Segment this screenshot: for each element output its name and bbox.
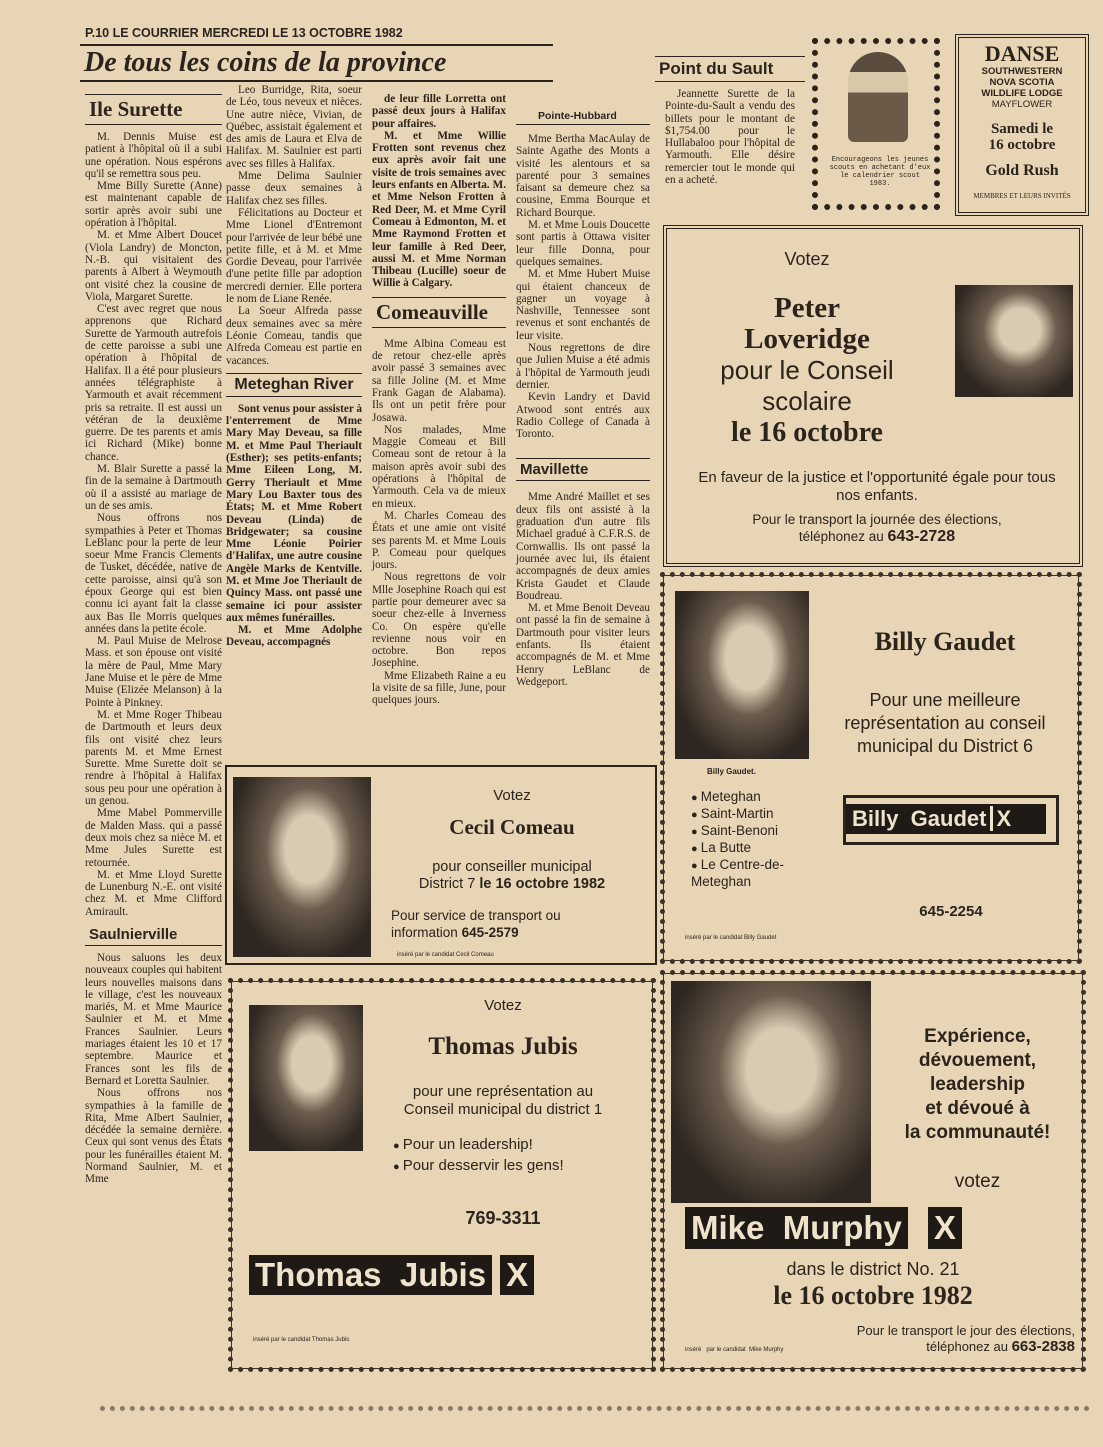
candidate-photo: [249, 1005, 363, 1151]
paragraph: Nous regrettons de voir Mlle Josephine Roach qui est partie pour demeurer avec sa soeur chez-elle à Inverness Co. On espère qu'elle revienne nous voir en octobre. Bon repos Josephine.: [372, 571, 506, 670]
heading-pointe-hubbard: Pointe-Hubbard: [516, 108, 650, 125]
ballot-box: [843, 795, 1059, 845]
comeau-ad: [225, 765, 657, 965]
candidate-block: [667, 293, 947, 448]
scout-illustration: [848, 52, 908, 142]
list-item: ● Pour desservir les gens!: [393, 1156, 564, 1177]
paragraph: Nous offrons nos sympathies à la famille de Rita, Mme Albert Saulnier, décédée la semaine dernière. Ceux qui sont venus des États pour les funérailles étaient M. Normand Saulnier, M. et Mme: [85, 1087, 222, 1186]
paragraph: Mme Elizabeth Raine a eu la visite de sa fille, June, pour quelques jours.: [372, 669, 506, 707]
ballot-name: Mike Murphy: [685, 1207, 908, 1249]
transport-info: Pour service de transport ou information 645-2579: [391, 908, 561, 940]
pitch: [870, 1025, 1085, 1145]
loveridge-ad: [663, 225, 1083, 567]
scout-caption: Encourageons les jeunes scouts en achetant d'eux le calendrier scout 1983.: [829, 156, 931, 188]
votez-label: votez: [954, 1171, 1001, 1192]
paragraph: M. et Mme Hubert Muise qui étaient chanceux de gagner un voyage à Nashville, Tennessee sont revenus et sont enchantés de leur visite.: [516, 268, 650, 342]
ballot-x: X: [990, 806, 1011, 831]
paragraph: M. Paul Muise de Melrose Mass. et son épouse ont visité la mère de Paul, Mme Mary Jane Muise et le père de Mme Muise (Elizée Melanson) à la Pointe à Pinkney.: [85, 635, 222, 709]
paragraph: M. et Mme Roger Thibeau de Dartmouth et leurs deux fils ont visité chez leurs parents M. et Mme Ernest Surette. Mme Surette doit se rendre à l'hôpital à Halifax sous peu pour une opération à un genou.: [85, 708, 222, 808]
section-banner: De tous les coins de la province: [80, 44, 553, 82]
scout-calendar-ad: [812, 38, 940, 210]
list-item: Expérience,: [924, 1026, 1031, 1047]
masthead: P.10 LE COURRIER MERCREDI LE 13 OCTOBRE 1982: [85, 26, 403, 40]
photo-caption: Billy Gaudet.: [707, 767, 756, 776]
paragraph: M. et Mme Louis Doucette sont partis à Ottawa visiter leur fille Donna, pour quelques semaines.: [516, 219, 650, 268]
paragraph: Kevin Landry et David Atwood sont entrés aux Radio College of Canada à Toronto.: [516, 391, 650, 441]
paragraph: M. et Mme Benoit Deveau ont passé la fin de semaine à Dartmouth pour visiter leurs enfants. Ils étaient accompagnés de M. et Mme Henry LeBlanc de Wedgeport.: [516, 602, 650, 688]
paragraph: M. Blair Surette a passé la fin de la semaine à Dartmouth où il a assisté au mariage de un de ses amis.: [85, 463, 222, 512]
candidate-photo: [671, 981, 871, 1203]
candidate-first-name: Peter: [774, 292, 840, 324]
list-item: la communauté!: [904, 1122, 1051, 1143]
column-4: [516, 108, 650, 688]
election-date: le 16 octobre 1982: [773, 1281, 973, 1310]
paragraph: M. Dennis Muise est patient à l'hôpital où il a subi une opération. Nous espérons qu'il se remettra sous peu.: [85, 131, 222, 180]
pitch: Pour une meilleure représentation au conseil municipal du District 6: [844, 690, 1046, 756]
article-comeauville: [372, 338, 506, 707]
danse-date: 16 octobre: [988, 137, 1056, 153]
bottom-border: [100, 1406, 1090, 1414]
paragraph: M. et Mme Adolphe Deveau, accompagnés: [226, 624, 362, 649]
gaudet-ad: [660, 572, 1082, 964]
murphy-ad: [660, 970, 1086, 1372]
paragraph: Mme Mabel Pommerville de Malden Mass. qui a passé deux mois chez sa nièce M. et Mme Jules Surette est retournée.: [85, 807, 222, 869]
column-3: [372, 93, 506, 707]
ad-credit: inséré par le candidat Thomas Jubis: [253, 1337, 350, 1343]
paragraph: Nous saluons les deux nouveaux couples qui habitent leurs nouvelles maisons dans le village, c'est les nouveaux mariés, M. et Mme Maurice Saulnier et M. et Mme Frances Saulnier. Leurs mariages étaient les 10 et 17 septembre. Maurice et Frances sont les fils de Bernard et Loretta Saulnier.: [85, 952, 222, 1087]
list-item: ● Meteghan: [691, 789, 811, 806]
article-saulnierville: [85, 952, 222, 1186]
paragraph: M. Charles Comeau des États et une amie ont visité ses parents M. et Mme Louis P. Comeau pour quelques jours.: [372, 509, 506, 572]
danse-place: MAYFLOWER: [991, 99, 1053, 110]
list-item: ● Pour un leadership!: [393, 1135, 564, 1156]
article-ile-surette: [85, 131, 222, 918]
paragraph: Mme Billy Surette (Anne) est maintenant capable de sortir après avoir subi une opération à l'hôpital.: [85, 180, 222, 230]
article-meteghan-river: [226, 403, 362, 649]
ballot-name: Thomas Jubis: [249, 1255, 492, 1295]
office-line: scolaire: [762, 386, 852, 416]
phone-number: 645-2579: [461, 925, 519, 940]
candidate-name: Thomas Jubis: [428, 1033, 578, 1060]
candidate-photo: [675, 591, 809, 759]
candidate-photo: [233, 777, 371, 957]
ballot-name: Billy Gaudet X: [846, 804, 1046, 834]
list-item: leadership: [929, 1074, 1026, 1095]
transport-info: Pour le transport le jour des élections, téléphonez au 663-2838: [856, 1323, 1075, 1355]
danse-title: DANSE: [984, 41, 1060, 66]
paragraph: de leur fille Lorretta ont passé deux jours à Halifax pour affaires.: [372, 93, 506, 130]
list-item: dévouement,: [918, 1050, 1037, 1071]
ad-credit: inséré par le candidat Cecil Comeau: [397, 952, 494, 958]
slogan: En faveur de la justice et l'opportunité égale pour tous nos enfants.: [698, 469, 1056, 504]
campaign-bullets: [393, 1135, 564, 1177]
paragraph: M. et Mme Willie Frotten sont revenus chez eux après avoir fait une visite de trois semaines avec leurs enfants en Alberta. M. et Mme Nelson Frotten à Red Deer, M. et Mme Cyril Comeau à Edmonton, M. et Mme Raymond Frotten et leur famille à Red Deer, aussi M. et Mme Norman Thibeau (Lucille) soeur de Willie à Calgary.: [372, 129, 506, 290]
paragraph: Jeannette Surette de la Pointe-du-Sault a vendu des billets pour le montant de $1,754.00 pour le Hullabaloo pour l'hôpital de Yarmouth. Elle désire remercier tout le monde qui en a acheté.: [665, 88, 795, 187]
article-saulnierville-cont: [226, 84, 362, 367]
paragraph: C'est avec regret que nous apprenons que Richard Surette de Yarmouth autrefois de cette paroisse a subi une opération à l'hôpital de Halifax. Il a été pour plusieurs années télégraphiste à Yarmouth et avait récemment pris sa retraite. Il est aussi un vétéran de la deuxième guerre. De tes parents et amis ici Richard (Mike) bonne chance.: [85, 303, 222, 463]
article-point-du-sault: [655, 56, 805, 186]
heading-saulnierville: Saulnierville: [85, 924, 222, 946]
district-places: [691, 789, 811, 890]
article-mavillette: [516, 491, 650, 688]
heading-mavillette: Mavillette: [516, 458, 650, 481]
election-date: le 16 octobre: [731, 417, 883, 448]
ad-credit: inséré par le candidat Mike Murphy: [685, 1347, 784, 1353]
votez-label: Votez: [493, 787, 531, 804]
list-item: et dévoué à: [925, 1098, 1030, 1119]
paragraph: Mme André Maillet et ses deux fils ont assisté à la graduation d'un autre fils Michael gradué à C.F.R.S. de Cornwallis. Ils ont passé la journée avec lui, ils étaient accompagnés de deux amies Krista Gaudet et Claude Boudreau.: [516, 491, 650, 602]
ad-credit: inséré par le candidat Billy Gaudet: [685, 935, 777, 941]
list-item: ● Saint-Martin: [691, 806, 811, 823]
heading-comeauville: Comeauville: [372, 297, 506, 328]
district-line: dans le district No. 21: [786, 1259, 960, 1279]
paragraph: Félicitations au Docteur et Mme Lionel d'Entremont pour l'arrivée de leur bébé une petite fille, et à M. et Mme Gordie Deveau, pour l'arrivée d'une petite fille par adoption mercredi dernier. Elle portera le nom de Liane Renée.: [226, 206, 362, 306]
office-line: pour le Conseil: [720, 355, 894, 385]
danse-band: Gold Rush: [985, 162, 1059, 179]
heading-ile-surette: Ile Surette: [85, 94, 222, 125]
paragraph: Nous regrettons de dire que Julien Muise a été admis à l'hôpital de Yarmouth jeudi dernier.: [516, 342, 650, 391]
paragraph: M. et Mme Lloyd Surette de Lunenburg N.-E. ont visité chez M. et Mme Clifford Amirault.: [85, 868, 222, 918]
article-pointe-hubbard: [516, 133, 650, 440]
danse-org: NOVA SCOTIA: [989, 77, 1055, 88]
paragraph: Nos malades, Mme Maggie Comeau et Bill Comeau sont de retour à la maison après avoir subi des opérations à l'hôpital de Yarmouth. Cela va de mieux en mieux.: [372, 423, 506, 510]
paragraph: Leo Burridge, Rita, soeur de Léo, tous neveux et nièces. Une autre nièce, Vivian, de Québec, assistait également et des amis de Laura et Elva de Halifax. M. Saulnier est parti avec ses filles à Halifax.: [226, 84, 362, 170]
phone-number: 643-2728: [887, 528, 956, 545]
phone-number: 645-2254: [919, 903, 983, 920]
paragraph: Nous offrons nos sympathies à Peter et Thomas LeBlanc pour la perte de leur soeur Mme Francis Clements de Tusket, décédée, native de cette paroisse, ainsi qu'à son époux George qui est bien connu ici ayant fait la classe aux Bas Ile Morris quelques années dans la petite école.: [85, 512, 222, 635]
candidate-photo: [955, 285, 1073, 397]
votez-label: Votez: [784, 249, 830, 269]
ballot: [685, 1207, 962, 1249]
danse-org: WILDLIFE LODGE: [981, 88, 1063, 99]
article-meteghan-cont: [372, 93, 506, 290]
danse-note: MEMBRES ET LEURS INVITÉS: [973, 192, 1071, 200]
jubis-ad: [228, 978, 656, 1372]
column-2: [226, 84, 362, 649]
votez-label: Votez: [484, 997, 522, 1014]
ballot: [249, 1255, 534, 1295]
paragraph: La Soeur Alfreda passe deux semaines avec sa mère Léonie Comeau, tandis que Alfreda Comeau est partie en vacances.: [226, 305, 362, 367]
paragraph: Mme Bertha MacAulay de Sainte Agathe des Monts a visité les alentours et sa parenté pour 3 semaines faisant sa demeure chez sa cousine, Emma Bourque et Richard Bourque.: [516, 133, 650, 219]
list-item: ● Saint-Benoni: [691, 823, 811, 840]
candidate-name: Cecil Comeau: [449, 815, 575, 839]
transport-info: Pour le transport la journée des élections, téléphonez au 643-2728: [752, 512, 1002, 545]
paragraph: Sont venus pour assister à l'enterrement de Mme Mary May Deveau, sa fille M. et Mme Paul Theriault (Esther); ses petits-enfants; Mme Eileen Long, M. Gerry Theriault et Mme Mary Lou Baxter tous des États; M. et Mme Robert Deveau (Linda) de Bridgewater; sa cousine Mme Léonie Poirier d'Halifax, une autre cousine Angèle Marks de Kentville. M. et Mme Joe Theriault de Quincy Mass. ont passé une semaine ici pour assister aux mêmes funérailles.: [226, 402, 362, 624]
candidate-last-name: Loveridge: [744, 323, 870, 355]
phone-number: 663-2838: [1011, 1338, 1075, 1355]
column-1: [85, 94, 222, 1186]
candidate-name: Billy Gaudet: [874, 627, 1016, 656]
danse-date: Samedi le: [990, 121, 1054, 137]
paragraph: M. et Mme Albert Doucet (Viola Landry) de Moncton, N.-B. qui visitaient des parents à Albert à Weymouth ont visité chez la cousine de Viola, Margaret Surette.: [85, 229, 222, 303]
ballot-x: X: [928, 1207, 962, 1249]
danse-ad: [955, 34, 1089, 216]
list-item: ● Le Centre-de-Meteghan: [691, 857, 811, 890]
phone-number: 769-3311: [465, 1208, 541, 1228]
office-line: pour une représentation au Conseil municipal du district 1: [403, 1083, 603, 1118]
heading-point-du-sault: Point du Sault: [655, 56, 805, 82]
list-item: ● La Butte: [691, 840, 811, 857]
paragraph: Mme Albina Comeau est de retour chez-elle après avoir passé 3 semaines avec sa fille Joline (M. et Mme Frank Gagan de Alabama). Ils ont un petit frère pour Josawa.: [372, 337, 506, 424]
danse-org: SOUTHWESTERN: [981, 66, 1063, 77]
office-line: pour conseiller municipal District 7 le 16 octobre 1982: [418, 859, 606, 892]
heading-meteghan-river: Meteghan River: [226, 373, 362, 397]
ballot-x: X: [500, 1255, 534, 1295]
paragraph: Mme Delima Saulnier passe deux semaines à Halifax chez ses filles.: [226, 170, 362, 207]
